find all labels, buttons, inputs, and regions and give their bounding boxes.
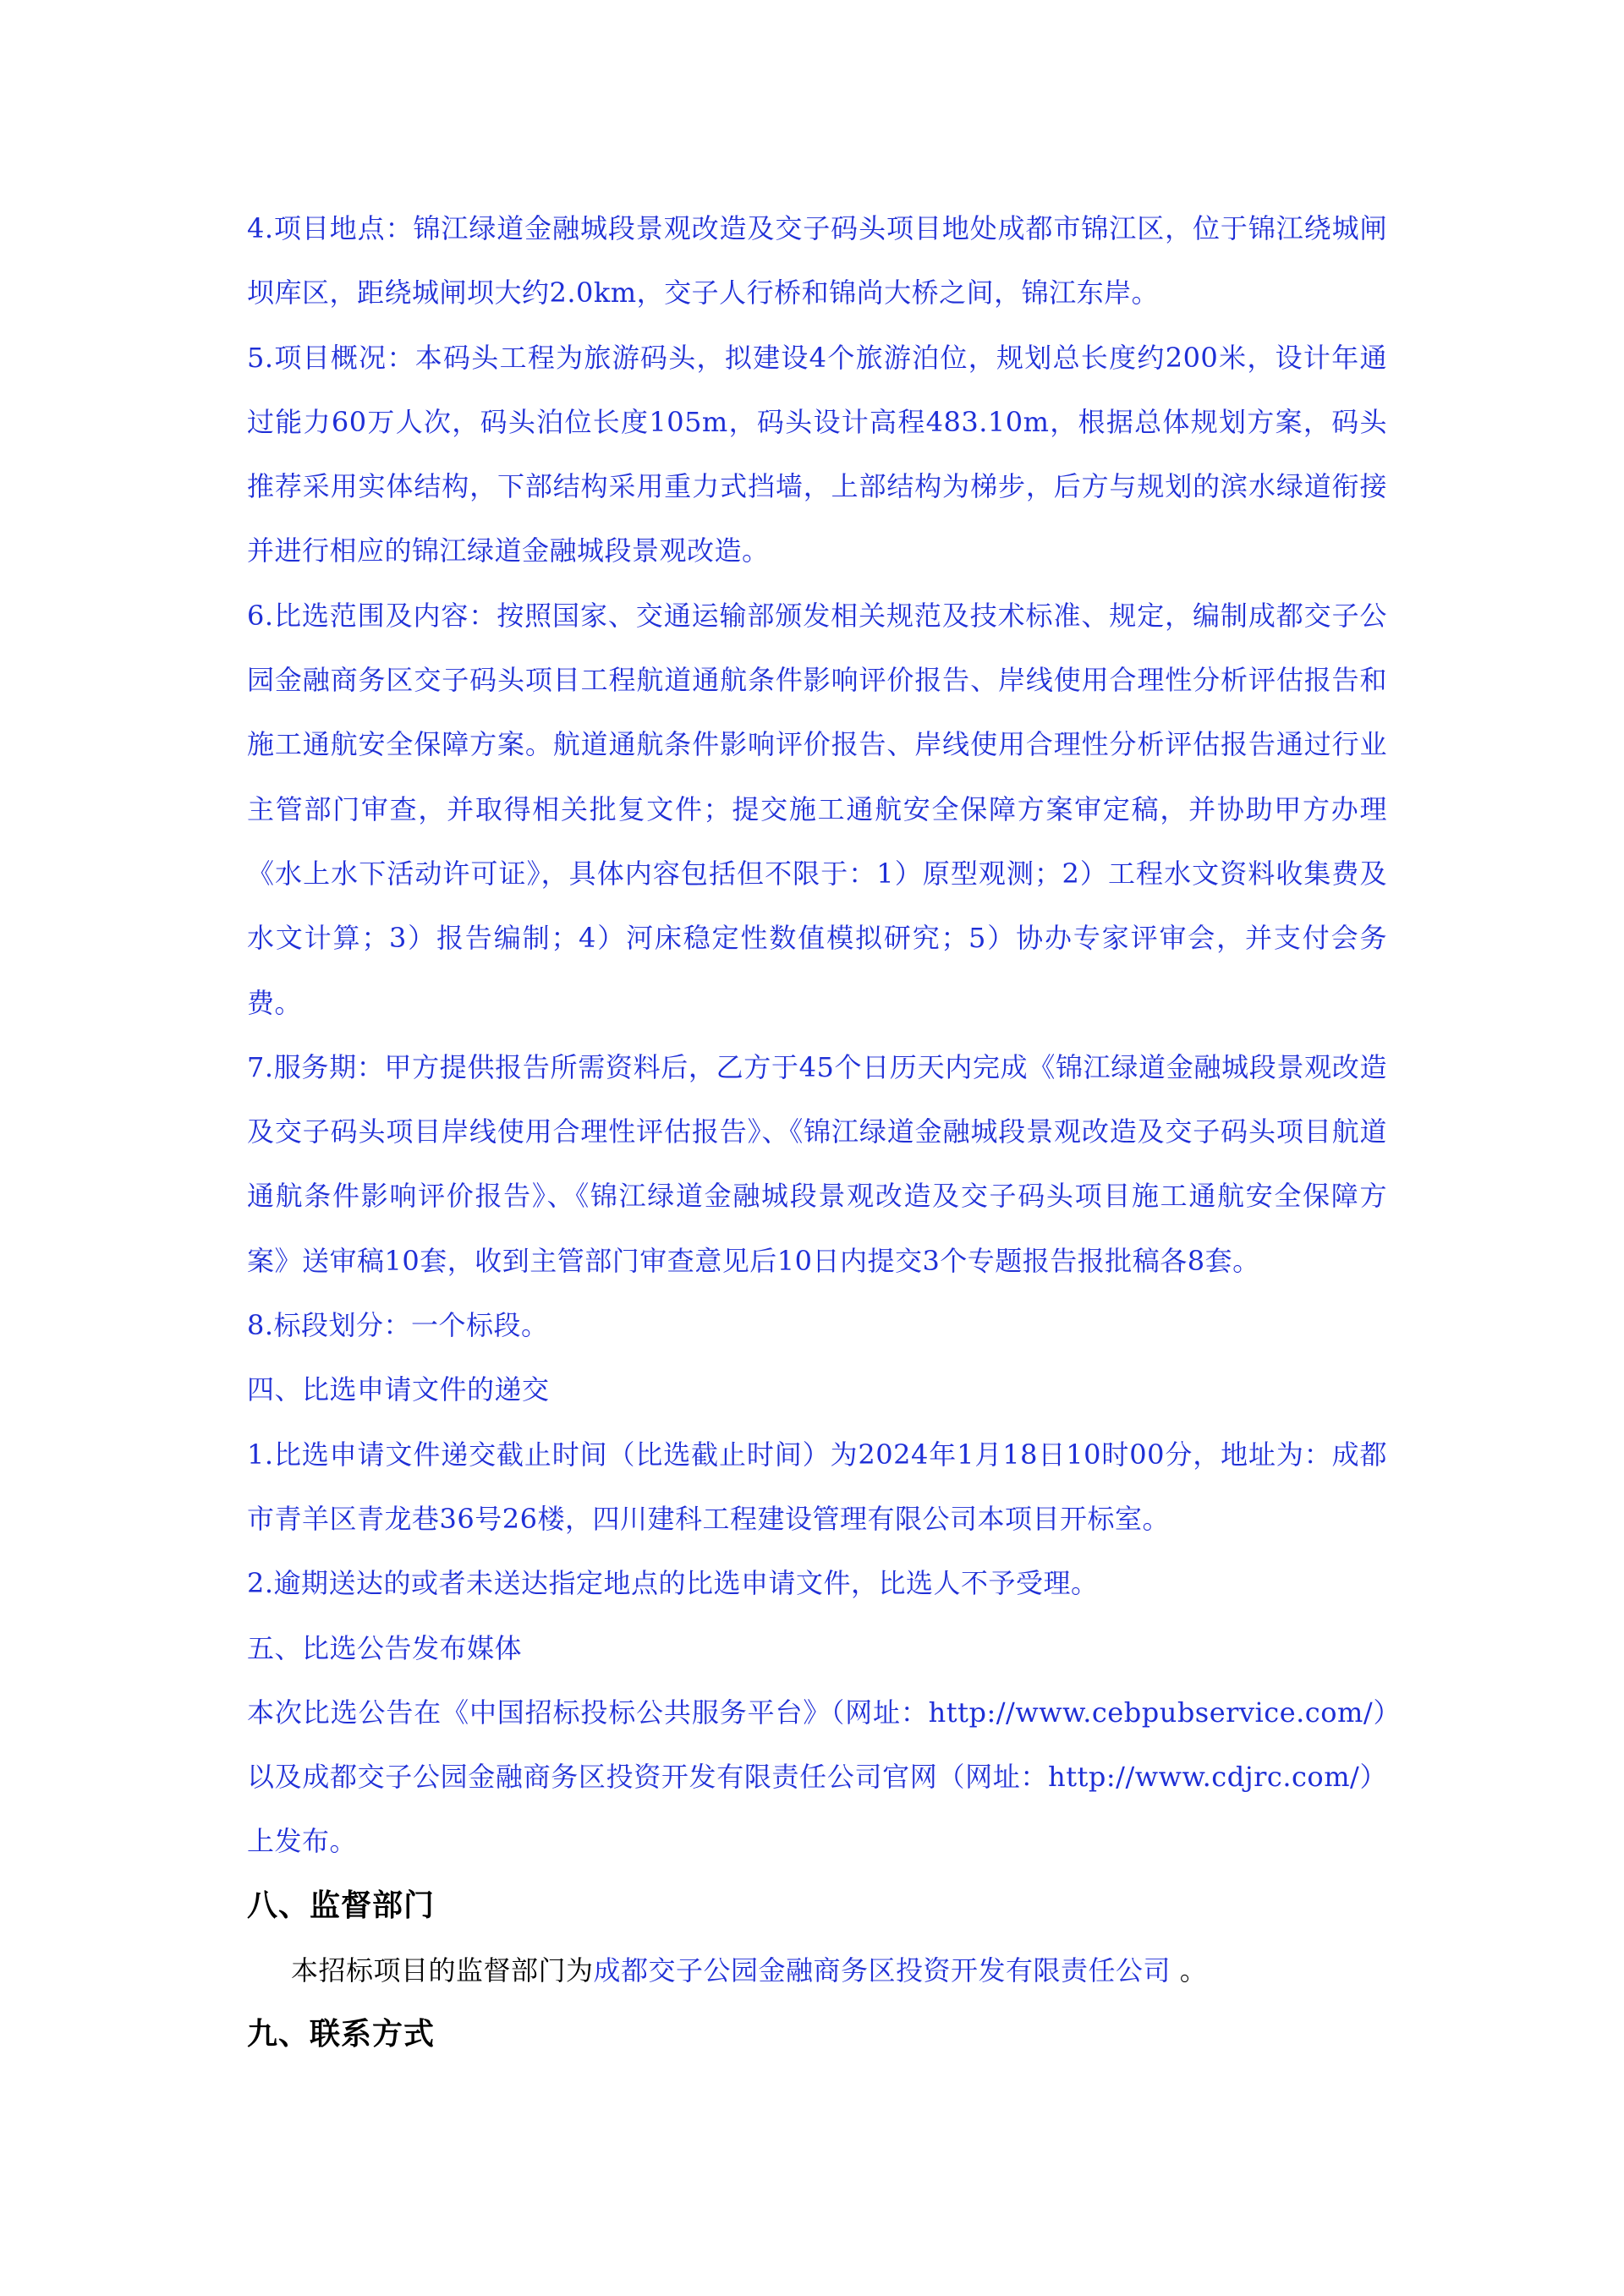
paragraph-lot-division: 8.标段划分：一个标段。 — [247, 1309, 549, 1342]
paragraph-late-submission: 2.逾期送达的或者未送达指定地点的比选申请文件，比选人不予受理。 — [247, 1567, 1099, 1600]
paragraph-project-location: 4.项目地点：锦江绿道金融城段景观改造及交子码头项目地处成都市锦江区，位于锦江绕城闸坝库区，距绕城闸坝大约2.0km，交子人行桥和锦尚大桥之间，锦江东岸。 — [247, 212, 1387, 310]
paragraph-project-overview: 5.项目概况：本码头工程为旅游码头，拟建设4个旅游泊位，规划总长度约200米，设计年通过能力60万人次，码头泊位长度105m，码头设计高程483.10m，根据总体规划方案，码头推荐采用实体结构，下部结构采用重力式挡墙，上部结构为梯步，后方与规划的滨水绿道衔接并进行相应的锦江绿道金融城段景观改造。 — [247, 341, 1387, 567]
paragraph-supervision-department — [247, 1938, 1387, 2003]
paragraph-submission-deadline: 1.比选申请文件递交截止时间（比选截止时间）为2024年1月18日10时00分，地址为：成都市青羊区青龙巷36号26楼，四川建科工程建设管理有限公司本项目开标室。 — [247, 1438, 1387, 1535]
section-8-heading: 八、监督部门 — [247, 1888, 436, 1923]
supervision-suffix: 。 — [1171, 1954, 1208, 1986]
paragraph-publication-media: 本次比选公告在《中国招标投标公共服务平台》（网址：http://www.cebpubservice.com/）以及成都交子公园金融商务区投资开发有限责任公司官网（网址：http://www.cdjrc.com/）上发布。 — [247, 1696, 1387, 1858]
section-5-title: 五、比选公告发布媒体 — [247, 1631, 523, 1664]
paragraph-service-period: 7.服务期：甲方提供报告所需资料后，乙方于45个日历天内完成《锦江绿道金融城段景观改造及交子码头项目岸线使用合理性评估报告》、《锦江绿道金融城段景观改造及交子码头项目航道通航条件影响评价报告》、《锦江绿道金融城段景观改造及交子码头项目施工通航安全保障方案》送审稿10套，收到主管部门审查意见后10日内提交3个专题报告报批稿各8套。 — [247, 1050, 1387, 1277]
document-content — [247, 196, 1387, 2067]
section-9-heading: 九、联系方式 — [247, 2016, 436, 2052]
paragraph-scope-and-content: 6.比选范围及内容：按照国家、交通运输部颁发相关规范及技术标准、规定，编制成都交子公园金融商务区交子码头项目工程航道通航条件影响评价报告、岸线使用合理性分析评估报告和施工通航安全保障方案。航道通航条件影响评价报告、岸线使用合理性分析评估报告通过行业主管部门审查，并取得相关批复文件；提交施工通航安全保障方案审定稿，并协助甲方办理《水上水下活动许可证》，具体内容包括但不限于：1）原型观测；2）工程水文资料收集费及水文计算；3）报告编制；4）河床稳定性数值模拟研究；5）协办专家评审会，并支付会务费。 — [247, 599, 1387, 1019]
supervision-prefix: 本招标项目的监督部门为 — [291, 1954, 594, 1986]
supervision-department-name: 成都交子公园金融商务区投资开发有限责任公司 — [593, 1954, 1171, 1986]
section-4-title: 四、比选申请文件的递交 — [247, 1373, 550, 1406]
